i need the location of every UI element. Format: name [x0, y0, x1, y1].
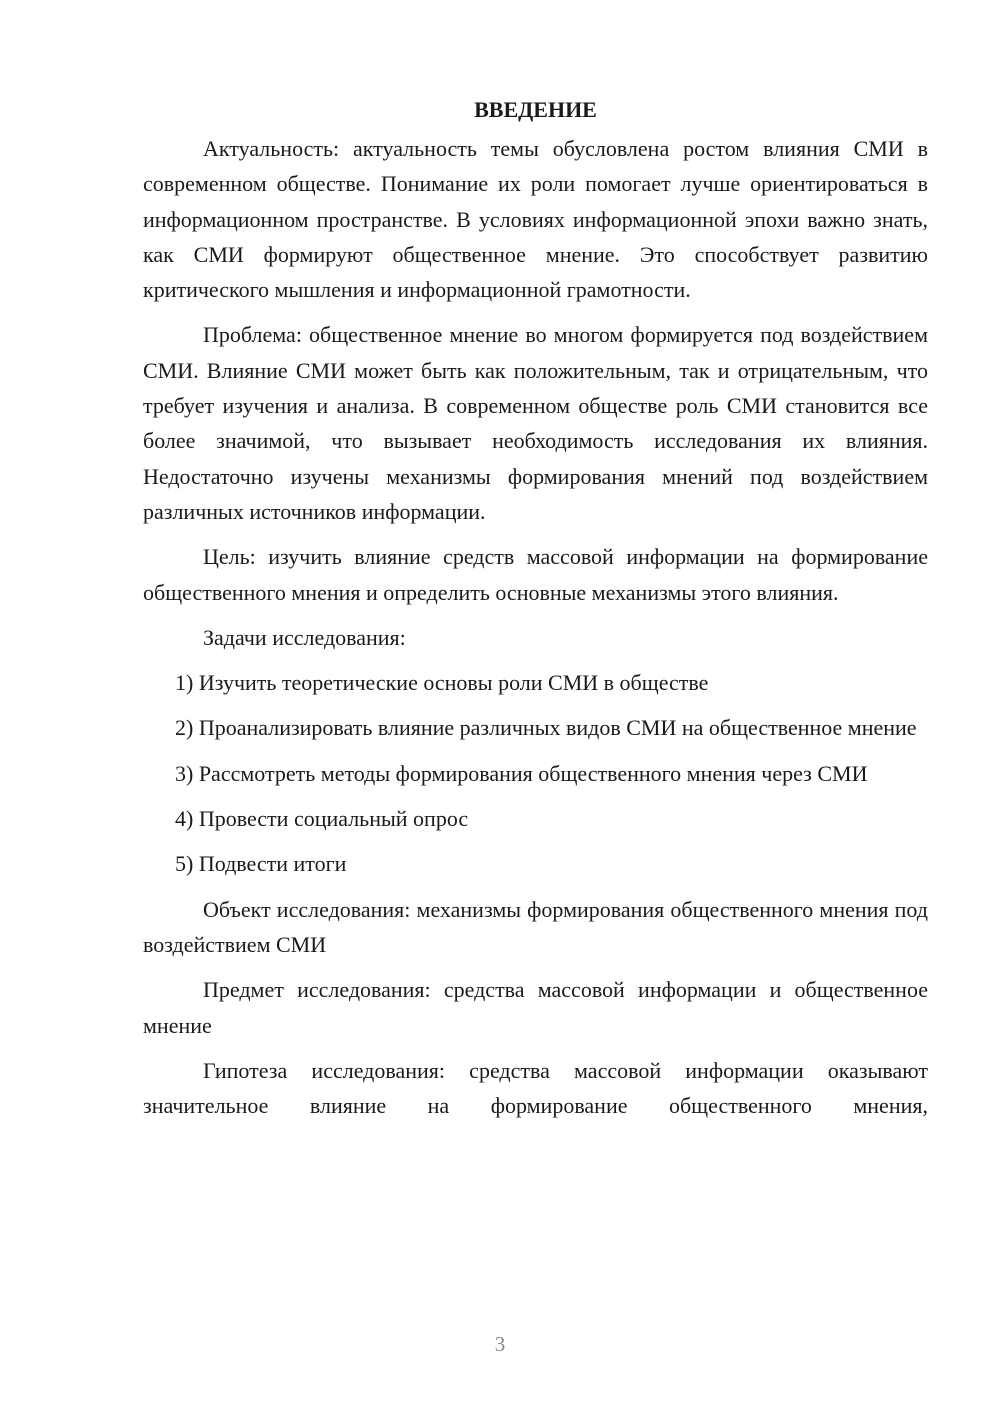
relevance-paragraph: Актуальность: актуальность темы обусловлена ростом влияния СМИ в современном обществе. Понимание их роли помогает лучше ориентироваться в информационном пространстве. В условиях информационной эпохи важно знать, как СМИ формируют общественное мнение. Это способствует развитию критического мышления и информационной грамотности. — [143, 136, 928, 303]
tasks-title: Задачи исследования: — [203, 624, 406, 650]
task-item-5: 5) Подвести итоги — [175, 851, 347, 877]
section-heading: ВВЕДЕНИЕ — [474, 97, 597, 122]
task-item-3: 3) Рассмотреть методы формирования общественного мнения через СМИ — [175, 760, 868, 786]
task-item-2: 2) Проанализировать влияние различных видов СМИ на общественное мнение — [175, 715, 917, 741]
subject-paragraph: Предмет исследования: средства массовой информации и общественное мнение — [143, 977, 928, 1038]
goal-paragraph: Цель: изучить влияние средств массовой информации на формирование общественного мнения и определить основные механизмы этого влияния. — [143, 544, 928, 605]
hypothesis-paragraph: Гипотеза исследования: средства массовой информации оказывают значительное влияние на формирование общественного мнения, — [143, 1057, 928, 1119]
task-item-4: 4) Провести социальный опрос — [175, 806, 469, 832]
task-item-1: 1) Изучить теоретические основы роли СМИ в обществе — [175, 670, 709, 696]
problem-paragraph: Проблема: общественное мнение во многом формируется под воздействием СМИ. Влияние СМИ может быть как положительным, так и отрицательным, что требует изучения и анализа. В современном обществе роль СМИ становится все более значимой, что вызывает необходимость исследования их влияния. Недостаточно изучены механизмы формирования мнений под воздействием различных источников информации. — [143, 322, 928, 524]
page-number: 3 — [494, 1332, 506, 1356]
document-page — [143, 92, 928, 1133]
object-paragraph: Объект исследования: механизмы формирования общественного мнения под воздействием СМИ — [143, 896, 928, 957]
